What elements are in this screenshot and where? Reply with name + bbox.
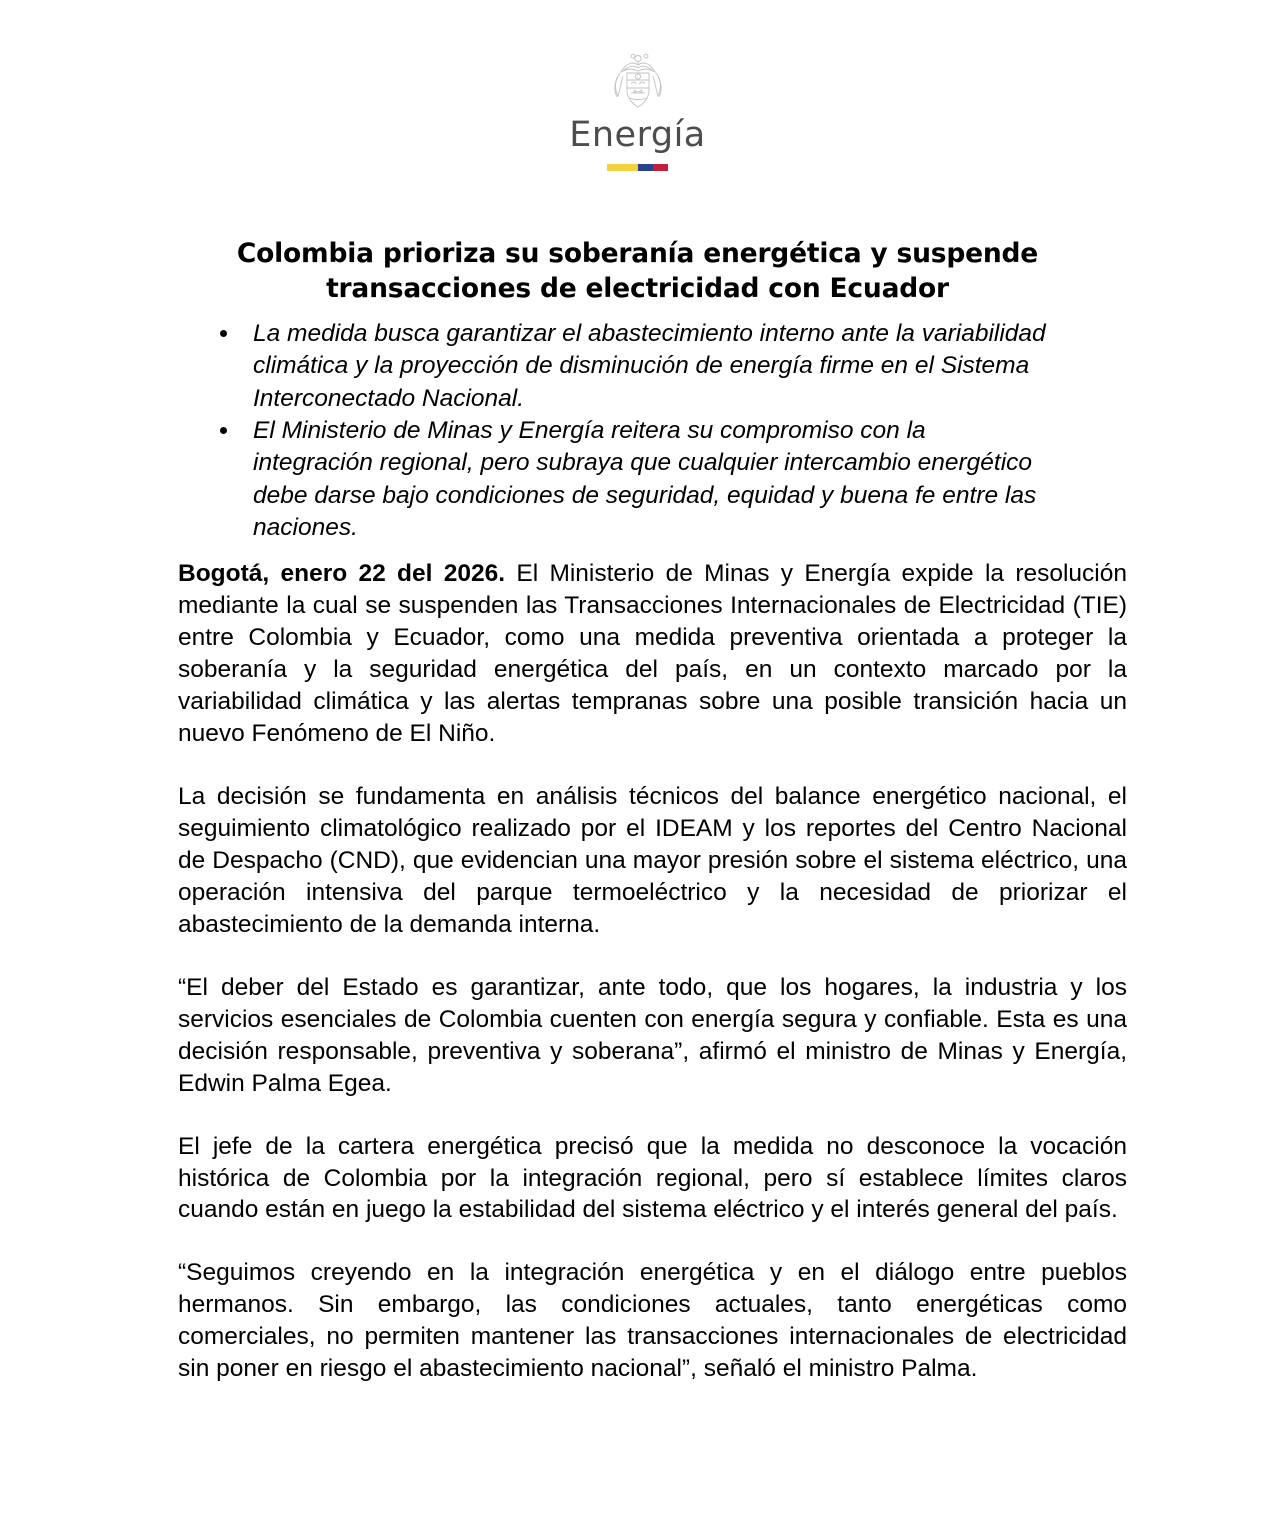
bullet-text: El Ministerio de Minas y Energía reitera su compromiso con la integración regional, pero subraya que cualquier intercambio energético debe darse bajo condiciones de seguridad, equidad y buena fe entre las naciones. (253, 416, 1037, 541)
flag-stripe-blue (638, 164, 653, 171)
paragraph-quote-closing: “Seguimos creyendo en la integración energética y en el diálogo entre pueblos hermanos. Sin embargo, las condiciones actuales, tanto energéticas como comerciales, no permiten mantener las transacciones internacionales de electricidad sin poner en riesgo el abastecimiento nacional”, señaló el ministro Palma. (178, 1259, 1127, 1383)
dateline: Bogotá, enero 22 del 2026. (178, 560, 506, 587)
list-item (178, 415, 1127, 544)
list-item (178, 318, 1127, 415)
paragraph-dateline (178, 558, 1127, 750)
colombia-coat-of-arms-icon (609, 52, 667, 112)
bullet-text: La medida busca garantizar el abastecimiento interno ante la variabilidad climática y la proyección de disminución de energía firme en el Sistema Interconectado Nacional. (253, 320, 1046, 412)
bullet-marker-icon (220, 330, 227, 337)
flag-stripe-red (653, 164, 668, 171)
page-title: Colombia prioriza su soberanía energética y suspende transacciones de electricidad con Ecuador (236, 237, 1039, 304)
flag-stripe-yellow (607, 164, 638, 171)
paragraph: La decisión se fundamenta en análisis técnicos del balance energético nacional, el seguimiento climatológico realizado por el IDEAM y los reportes del Centro Nacional de Despacho (CND), que evidencian una mayor presión sobre el sistema eléctrico, una operación intensiva del parque termoeléctrico y la necesidad de priorizar el abastecimiento de la demanda interna. (178, 782, 1127, 938)
paragraph-text: El Ministerio de Minas y Energía expide la resolución mediante la cual se suspenden las Transacciones Internacionales de Electricidad (TIE) entre Colombia y Ecuador, como una medida preventiva orientada a proteger la soberanía y la seguridad energética del país, en un contexto marcado por la variabilidad climática y las alertas tempranas sobre una posible transición hacia un nuevo Fenómeno de El Niño. (178, 560, 1127, 747)
wordmark-energia: Energía (569, 115, 706, 155)
colombia-flag-bar (607, 164, 668, 171)
bullet-marker-icon (220, 427, 227, 434)
paragraph-quote-minister: “El deber del Estado es garantizar, ante todo, que los hogares, la industria y los servicios esenciales de Colombia cuenten con energía segura y confiable. Esta es una decisión responsable, preventiva y soberana”, afirmó el ministro de Minas y Energía, Edwin Palma Egea. (178, 973, 1127, 1097)
ministry-logo (0, 52, 1275, 171)
summary-bullet-list (178, 318, 1127, 544)
paragraph: El jefe de la cartera energética precisó que la medida no desconoce la vocación histórica de Colombia por la integración regional, pero sí establece límites claros cuando están en juego la estabilidad del sistema eléctrico y el interés general del país. (178, 1132, 1127, 1224)
body-text (178, 558, 1127, 1385)
